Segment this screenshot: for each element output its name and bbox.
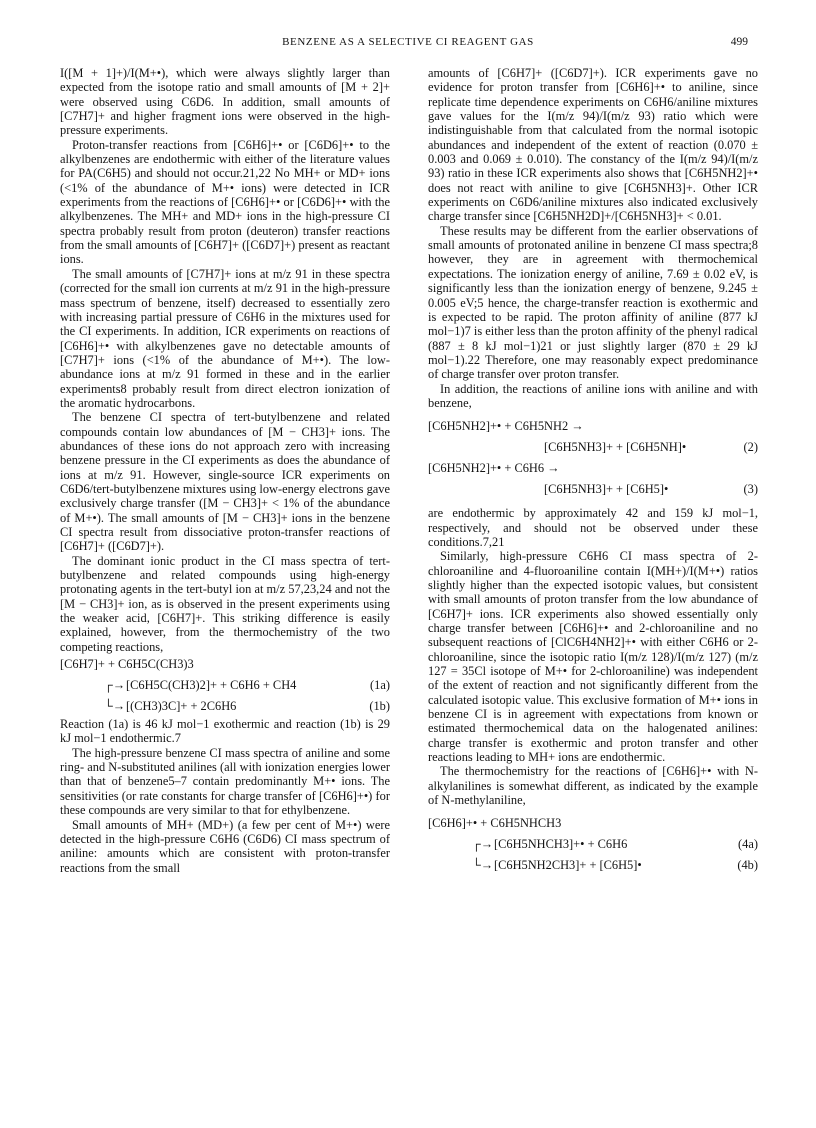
- equation-reactants: [C6H6]+• + C6H5NHCH3: [428, 816, 562, 831]
- right-column: [428, 66, 758, 876]
- equation-lhs: [C6H5NH2]+• + C6H5NH2 →: [428, 419, 584, 434]
- paragraph: I([M + 1]+)/I(M+•), which were always slightly larger than expected from the isotope ratio and small amounts of [M + 2]+ were observed using C6D6. In addition, small amounts of [C7H7]+ and higher fragment ions were observed in the high-pressure experiments.: [60, 66, 390, 138]
- equation-product: [C6H5C(CH3)2]+ + C6H6 + CH4: [126, 678, 297, 693]
- equation-rhs: [C6H5NH3]+ + [C6H5]•: [544, 482, 669, 497]
- equation-1: [60, 654, 390, 717]
- equation-rhs: [C6H5NH3]+ + [C6H5NH]•: [544, 440, 687, 455]
- page-number: 499: [730, 36, 748, 48]
- equation-branch-arrow: ┌→: [472, 837, 494, 852]
- equation-branch-arrow: ┌→: [104, 678, 126, 693]
- paragraph: amounts of [C6H7]+ ([C6D7]+). ICR experiments gave no evidence for proton transfer from [C6H6]+• to aniline, since replicate time dependence experiments on C6H6/aniline mixtures gave values for the I(m/z 94)/I(m/z 93) ratio which were indistinguishable from that calculated from the normal isotopic abundances and independent of the extent of reaction (0.070 ± 0.003 and 0.069 ± 0.010). The constancy of the I(m/z 94)/I(m/z 93) ratio in these ICR experiments also shows that [C6H5NH2]+• does not react with aniline to give [C6H5NH3]+. Other ICR experiments on C6D6/aniline mixtures also indicated exclusively charge transfer since [C6H5NH2D]+/[C6H5NH3]+ < 0.01.: [428, 66, 758, 224]
- paragraph: The dominant ionic product in the CI mass spectra of tert-butylbenzene and related compounds using high-energy protonating agents in the tert-butyl ion at m/z 57,23,24 and not the [M − CH3]+ ion, as is observed in the present experiments using the weaker acid, [C6H7]+. This striking difference is easily explained, however, from the thermochemistry of the two competing reactions,: [60, 553, 390, 654]
- equation-number: (2): [743, 440, 758, 455]
- paragraph: These results may be different from the earlier observations of small amounts of protonated aniline in benzene CI mass spectra;8 however, they are in agreement with thermochemical expectations. The ionization energy of aniline, 7.69 ± 0.02 eV, is significantly less than the ionization energy of benzene, 9.245 ± 0.005 eV;5 hence, the charge-transfer reaction is exothermic and is expected to be rapid. The proton affinity of aniline (877 kJ mol−1)7 is either less than the proton affinity of the phenyl radical (887 ± 8 kJ mol−1)21 or just slightly larger (870 ± 29 kJ mol−1).22 Therefore, one may reasonably expect predominance of charge transfer over proton transfer.: [428, 223, 758, 382]
- paragraph: Proton-transfer reactions from [C6H6]+• or [C6D6]+• to the alkylbenzenes are endothermic with either of the literature values for PA(C6H5) and should not occur.21,22 No MH+ or MD+ ions (<1% of the abundance of M+• ions) were detected in ICR experiments from the reactions of [C6H6]+• or [C6D6]+• with the alkylbenzenes. The MH+ and MD+ ions in the high-pressure CI spectra probably result from proton (deuteron) transfer reactions from the small amounts of [C6H7]+ ([C6D7]+) present as reactant ions.: [60, 137, 390, 267]
- equation-product: [(CH3)3C]+ + 2C6H6: [126, 699, 237, 714]
- equation-number: (4b): [737, 858, 758, 873]
- equation-product: [C6H5NHCH3]+• + C6H6: [494, 837, 628, 852]
- paragraph: Similarly, high-pressure C6H6 CI mass spectra of 2-chloroaniline and 4-fluoroaniline contain I(MH+)/I(M+•) ratios slightly higher than the expected isotopic values, but consistent with small amounts of proton transfer from the low abundance of [C6H7]+ ions. ICR experiments also showed essentially only charge transfer between [C6H6]+• and 2-chloroaniline and no subsequent reactions of [ClC6H4NH2]+• with either C6H6 or 2-chloroaniline, since the isotopic ratio I(m/z 128)/I(m/z 127) (m/z 127 = 35Cl isotope of M+• for 2-chloroaniline) was independent of the extent of reaction and not significantly different from the calculated isotopic value. This exclusive formation of M+• ions in benzene CI is in agreement with expectations from known or estimated thermochemical data on the halogenated anilines: charge transfer is exothermic and proton transfer and other reactions leading to MH+ ions are endothermic.: [428, 549, 758, 765]
- equation-2: [428, 416, 758, 458]
- paragraph: The thermochemistry for the reactions of [C6H6]+• with N-alkylanilines is somewhat different, as indicated by the example of N-methylaniline,: [428, 764, 758, 808]
- equation-4: [428, 813, 758, 876]
- paragraph: In addition, the reactions of aniline ions with aniline and with benzene,: [428, 381, 758, 410]
- equation-number: (3): [743, 482, 758, 497]
- equation-number: (1b): [369, 699, 390, 714]
- equation-lhs: [C6H5NH2]+• + C6H6 →: [428, 461, 560, 476]
- paragraph: The small amounts of [C7H7]+ ions at m/z 91 in these spectra (corrected for the small ion currents at m/z 91 in the high-pressure mass spectrum of benzene, itself) decreased to essentially zero with increasing partial pressure of C6H6 in the mixtures used for the CI experiments. In addition, ICR experiments on reactions of [C6H6]+• with alkylbenzenes gave no detectable amounts of [C7H7]+ ions (<1% of the abundance of M+•). The low-abundance ions at m/z 91 formed in these and in the earlier experiments8 probably result from direct electron ionization of the aromatic hydrocarbons.: [60, 266, 390, 410]
- equation-reactants: [C6H7]+ + C6H5C(CH3)3: [60, 657, 194, 672]
- paragraph: Reaction (1a) is 46 kJ mol−1 exothermic and reaction (1b) is 29 kJ mol−1 endothermic.7: [60, 717, 390, 746]
- paragraph: The high-pressure benzene CI mass spectra of aniline and some ring- and N-substituted anilines (all with ionization energies lower than that of benzene5–7 contain predominantly M+• ions. The sensitivities (or rate constants for charge transfer of [C6H6]+•) for these compounds are very similar to that for ethylbenzene.: [60, 745, 390, 818]
- running-header: [60, 36, 756, 56]
- equation-branch-arrow: └→: [472, 858, 494, 873]
- paragraph: Small amounts of MH+ (MD+) (a few per cent of M+•) were detected in the high-pressure C6H6 (C6D6) CI mass spectrum of aniline: amounts which are consistent with proton-transfer reactions from the small: [60, 817, 390, 875]
- equation-3: [428, 458, 758, 500]
- running-title: BENZENE AS A SELECTIVE CI REAGENT GAS: [282, 36, 534, 48]
- equation-branch-arrow: └→: [104, 699, 126, 714]
- equation-number: (4a): [738, 837, 758, 852]
- paragraph: are endothermic by approximately 42 and 159 kJ mol−1, respectively, and should not be observed under these conditions.7,21: [428, 506, 758, 549]
- paragraph: The benzene CI spectra of tert-butylbenzene and related compounds contain low abundances of [M − CH3]+ ions. The abundances of these ions do not approach zero with increasing benzene pressure in the CI experiments as does the abundance of ions at m/z 91. However, single-source ICR experiments on C6D6/tert-butylbenzene mixtures using low-energy electrons gave exclusively charge transfer ([M − CH3]+ < 1% of the abundance of M+•). The small amounts of [M − CH3]+ ions in the benzene CI spectra result from dissociative proton-transfer reactions of [C6H7]+ ([C6D7]+).: [60, 410, 390, 554]
- left-column: [60, 66, 390, 875]
- equation-number: (1a): [370, 678, 390, 693]
- equation-product: [C6H5NH2CH3]+ + [C6H5]•: [494, 858, 642, 873]
